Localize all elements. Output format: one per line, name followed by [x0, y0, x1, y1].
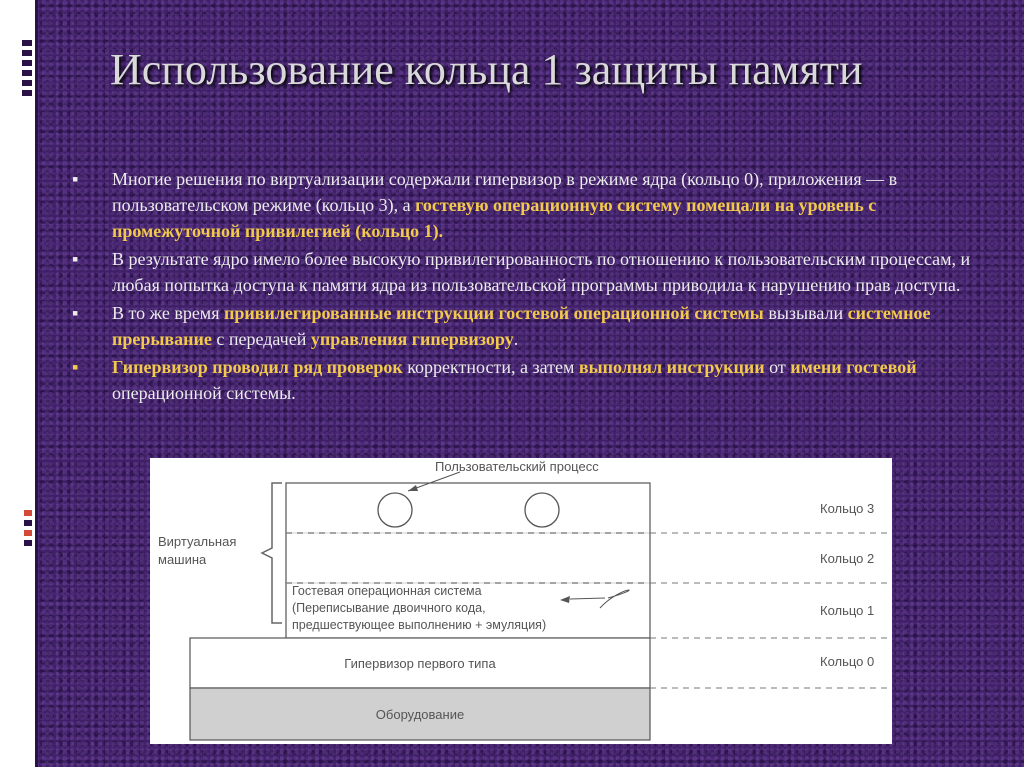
- highlighted-text: выполнял инструкции: [578, 357, 765, 377]
- ring-1-label: Кольцо 1: [820, 603, 875, 618]
- guest-os-line-1: Гостевая операционная система: [292, 584, 482, 598]
- bullet-item: [72, 300, 972, 352]
- bullet-marker: ▪: [72, 303, 79, 323]
- bullet-item: [72, 354, 972, 406]
- ring-diagram: [150, 458, 892, 744]
- bullet-item: [72, 166, 972, 244]
- bullet-item: [72, 246, 972, 298]
- hardware-label: Оборудование: [375, 707, 465, 722]
- highlighted-text: привилегированные инструкции гостевой операционной системы: [223, 303, 764, 323]
- bullet-text: с передачей: [211, 329, 311, 349]
- highlighted-text: Гипервизор проводил ряд проверок: [112, 357, 403, 377]
- bullet-text: вызывали: [763, 303, 848, 323]
- user-process-label: Пользовательский процесс: [435, 459, 599, 474]
- bullet-text: корректности, а затем: [402, 357, 579, 377]
- side-decoration: [20, 510, 34, 550]
- bullet-list: [72, 166, 972, 408]
- ring-0-label: Кольцо 0: [820, 654, 875, 669]
- ring-3-label: Кольцо 3: [820, 501, 875, 516]
- left-white-band: [0, 0, 38, 767]
- guest-os-line-3: предшествующее выполнению + эмуляция): [292, 618, 547, 632]
- highlighted-text: системное прерывание: [112, 303, 931, 349]
- guest-os-line-2: (Переписывание двоичного кода,: [292, 601, 486, 615]
- bullet-marker: ▪: [72, 357, 79, 377]
- bullet-text: операционной системы.: [112, 383, 296, 403]
- bullet-marker: ▪: [72, 249, 79, 269]
- hypervisor-label: Гипервизор первого типа: [344, 656, 496, 671]
- ring-2-label: Кольцо 2: [820, 551, 875, 566]
- highlighted-text: гостевую операционную систему помещали на уровень с промежуточной привилегией (кольцо 1).: [112, 195, 877, 241]
- bullet-marker: ▪: [72, 169, 79, 189]
- top-decoration: [20, 40, 34, 100]
- highlighted-text: управления гипервизору: [310, 329, 514, 349]
- vm-label-2: машина: [158, 552, 207, 567]
- highlighted-text: имени гостевой: [790, 357, 917, 377]
- bullet-text: В то же время: [112, 303, 224, 323]
- vm-label-1: Виртуальная: [158, 534, 237, 549]
- bullet-text: Многие решения по виртуализации содержали гипервизор в режиме ядра (кольцо 0), приложения — в пользовательском режиме (кольцо 3), а: [112, 169, 898, 215]
- slide-title: Использование кольца 1 защиты памяти: [110, 45, 863, 94]
- bullet-text: В результате ядро имело более высокую привилегированность по отношению к пользовательским процессам, и любая попытка доступа к памяти ядра из пользовательской программы приводила к нарушению прав доступа.: [112, 249, 971, 295]
- bullet-text: от: [764, 357, 791, 377]
- bullet-text: .: [513, 329, 519, 349]
